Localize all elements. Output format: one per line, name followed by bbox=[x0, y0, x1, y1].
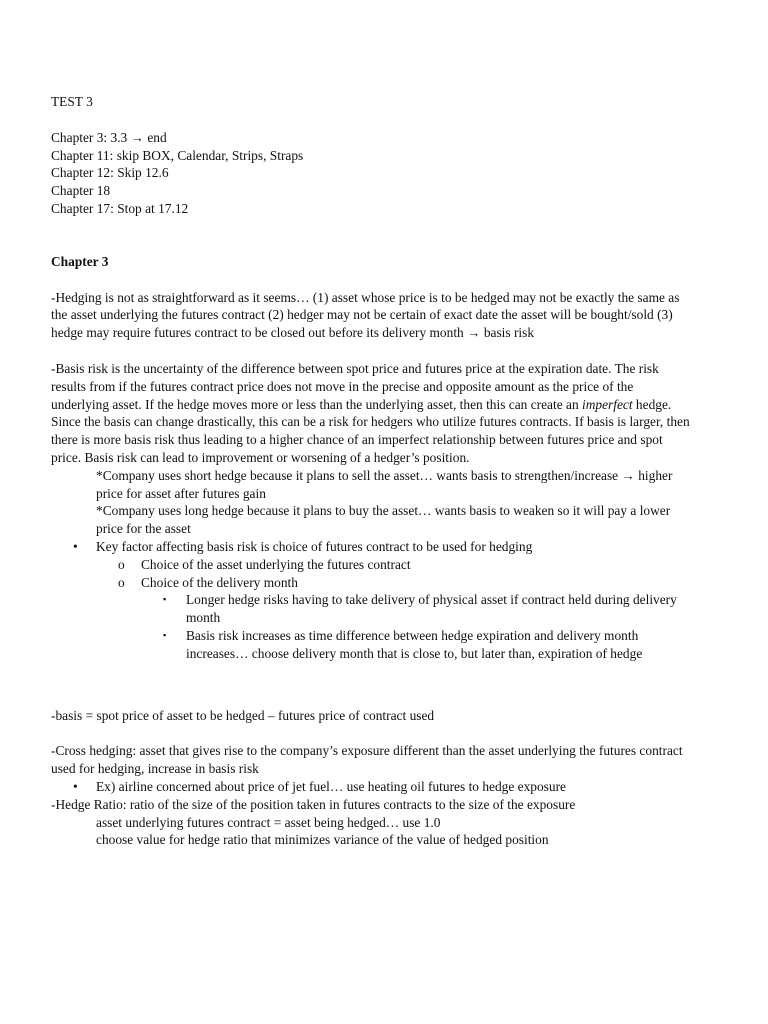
chapter-line: Chapter 12: Skip 12.6 bbox=[51, 165, 169, 181]
bullet-square-icon: ▪ bbox=[163, 629, 167, 640]
list-item bbox=[51, 627, 691, 663]
list-item-text: Choice of the asset underlying the futures contract bbox=[141, 556, 411, 572]
list-item bbox=[51, 556, 691, 574]
emphasis-text: imperfect bbox=[582, 396, 633, 412]
paragraph-hedging: -Hedging is not as straightforward as it seems… (1) asset whose price is to be hedged may not be exactly the same as the asset underlying the futures contract (2) hedger may not be certain of exact date the asset will be bought/sold (3) hedge may require futures contract to be closed out before its delivery month → basis risk bbox=[51, 289, 680, 341]
paragraph-text: hedge. Since the basis can change drastically, this can be a risk for hedgers who utilize futures contracts. If basis is larger, then there is more basis risk thus leading to a higher chance of an imperfect relationship between futures price and spot price. Basis risk can lead to improvement or worsening of a hedger’s position. bbox=[51, 396, 690, 465]
paragraph-text: -Basis risk is the uncertainty of the difference between spot price and futures price at the expiration date. The risk results from if the futures contract price does not move in the precise and opposite amount as the price of the underlying asset. If the hedge moves more or less than the underlying asset, then this can create an bbox=[51, 360, 659, 412]
chapter-line: Chapter 18 bbox=[51, 183, 111, 199]
paragraph-basis-risk bbox=[51, 360, 691, 467]
list-item-text: Longer hedge risks having to take delivery of physical asset if contract held during delivery month bbox=[186, 592, 677, 626]
short-hedge-note: *Company uses short hedge because it plans to sell the asset… wants basis to strengthen/increase → higher price for asset after futures gain bbox=[96, 467, 673, 501]
paragraph-hedge-ratio: -Hedge Ratio: ratio of the size of the position taken in futures contracts to the size of the exposure bbox=[51, 796, 576, 812]
list-item bbox=[51, 538, 691, 556]
bullet-disc-icon: • bbox=[73, 538, 78, 554]
chapter-line: Chapter 11: skip BOX, Calendar, Strips, Straps bbox=[51, 147, 304, 163]
bullet-square-icon: ▪ bbox=[163, 594, 167, 605]
hedge-ratio-note: choose value for hedge ratio that minimizes variance of the value of hedged position bbox=[96, 832, 549, 848]
paragraph-cross-hedging: -Cross hedging: asset that gives rise to the company’s exposure different than the asset underlying the futures contract used for hedging, increase in basis risk bbox=[51, 743, 683, 777]
bullet-circle-icon: o bbox=[118, 574, 125, 590]
basis-definition: -basis = spot price of asset to be hedged – futures price of contract used bbox=[51, 707, 435, 723]
list-item-text: Ex) airline concerned about price of jet fuel… use heating oil futures to hedge exposure bbox=[96, 778, 566, 794]
doc-title: TEST 3 bbox=[51, 94, 93, 109]
list-item-text: Choice of the delivery month bbox=[141, 574, 298, 590]
list-item-text: Basis risk increases as time difference between hedge expiration and delivery month increases… choose delivery month that is close to, but later than, expiration of hedge bbox=[186, 627, 643, 661]
long-hedge-note: *Company uses long hedge because it plans to buy the asset… wants basis to weaken so it will pay a lower price for the asset bbox=[96, 503, 671, 537]
document-page bbox=[51, 93, 691, 849]
bullet-circle-icon: o bbox=[118, 556, 125, 572]
chapter-line: Chapter 3: 3.3 → end bbox=[51, 129, 167, 145]
hedge-ratio-note: asset underlying futures contract = asset being hedged… use 1.0 bbox=[96, 814, 441, 830]
list-item bbox=[51, 778, 691, 796]
list-item bbox=[51, 574, 691, 592]
bullet-disc-icon: • bbox=[73, 778, 78, 794]
chapter-line: Chapter 17: Stop at 17.12 bbox=[51, 200, 189, 216]
list-item bbox=[51, 591, 691, 627]
list-item-text: Key factor affecting basis risk is choice of futures contract to be used for hedging bbox=[96, 538, 533, 554]
section-heading: Chapter 3 bbox=[51, 253, 109, 269]
